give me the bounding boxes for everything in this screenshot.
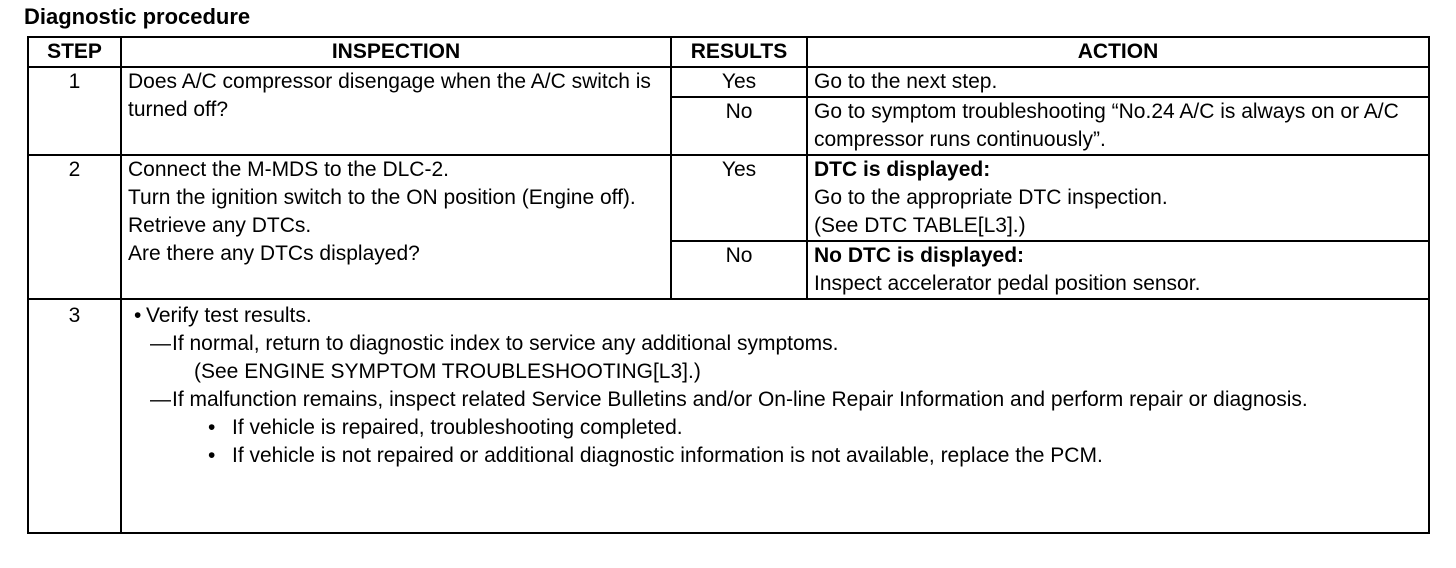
- verification-cell: [121, 299, 1429, 533]
- action-heading: No DTC is displayed:: [814, 244, 1025, 267]
- bullet-item: • Verify test results.: [128, 302, 1422, 330]
- step-number: 2: [28, 155, 121, 299]
- action-heading: DTC is displayed:: [814, 158, 991, 181]
- sub-bullet-item: • If vehicle is not repaired or additional diagnostic information is not available, replace the PCM.: [128, 442, 1422, 470]
- sub-bullet-item: • If vehicle is repaired, troubleshooting completed.: [128, 414, 1422, 442]
- action-line: (See DTC TABLE[L3].): [814, 214, 1026, 237]
- action-cell: [807, 241, 1429, 299]
- step-number: 3: [28, 299, 121, 533]
- action-cell: [807, 67, 1429, 97]
- table-row: [28, 299, 1429, 533]
- header-row: [28, 37, 1429, 67]
- table-row: [28, 67, 1429, 97]
- inspection-line: Retrieve any DTCs.: [128, 214, 312, 237]
- result-cell: No: [671, 97, 807, 155]
- action-line: Inspect accelerator pedal position sensor.: [814, 272, 1201, 295]
- action-cell: [807, 97, 1429, 155]
- header-action: ACTION: [807, 37, 1429, 67]
- header-step: STEP: [28, 37, 121, 67]
- inspection-cell: [121, 155, 671, 299]
- inspection-line: Turn the ignition switch to the ON position (Engine off).: [128, 186, 636, 209]
- dash-item-continuation: (See ENGINE SYMPTOM TROUBLESHOOTING[L3].): [194, 360, 701, 383]
- action-line: Go to symptom troubleshooting “No.24 A/C is always on or A/C compressor runs continuously”.: [814, 100, 1399, 151]
- action-cell: [807, 155, 1429, 241]
- diagnostic-table: [27, 36, 1430, 534]
- inspection-cell: Does A/C compressor disengage when the A/C switch is turned off?: [121, 67, 671, 155]
- step-number: 1: [28, 67, 121, 155]
- inspection-line: Are there any DTCs displayed?: [128, 242, 420, 265]
- inspection-line: Connect the M-MDS to the DLC-2.: [128, 158, 449, 181]
- dash-item: — If malfunction remains, inspect related Service Bulletins and/or On-line Repair Information and perform repair or diagnosis.: [128, 386, 1422, 414]
- page-title: Diagnostic procedure: [24, 4, 251, 29]
- result-cell: Yes: [671, 67, 807, 97]
- header-results: RESULTS: [671, 37, 807, 67]
- table-row: [28, 155, 1429, 241]
- result-cell: Yes: [671, 155, 807, 241]
- result-cell: No: [671, 241, 807, 299]
- action-line: Go to the appropriate DTC inspection.: [814, 186, 1168, 209]
- header-inspection: INSPECTION: [121, 37, 671, 67]
- action-line: Go to the next step.: [814, 70, 998, 93]
- dash-item: — If normal, return to diagnostic index to service any additional symptoms.: [128, 330, 1422, 358]
